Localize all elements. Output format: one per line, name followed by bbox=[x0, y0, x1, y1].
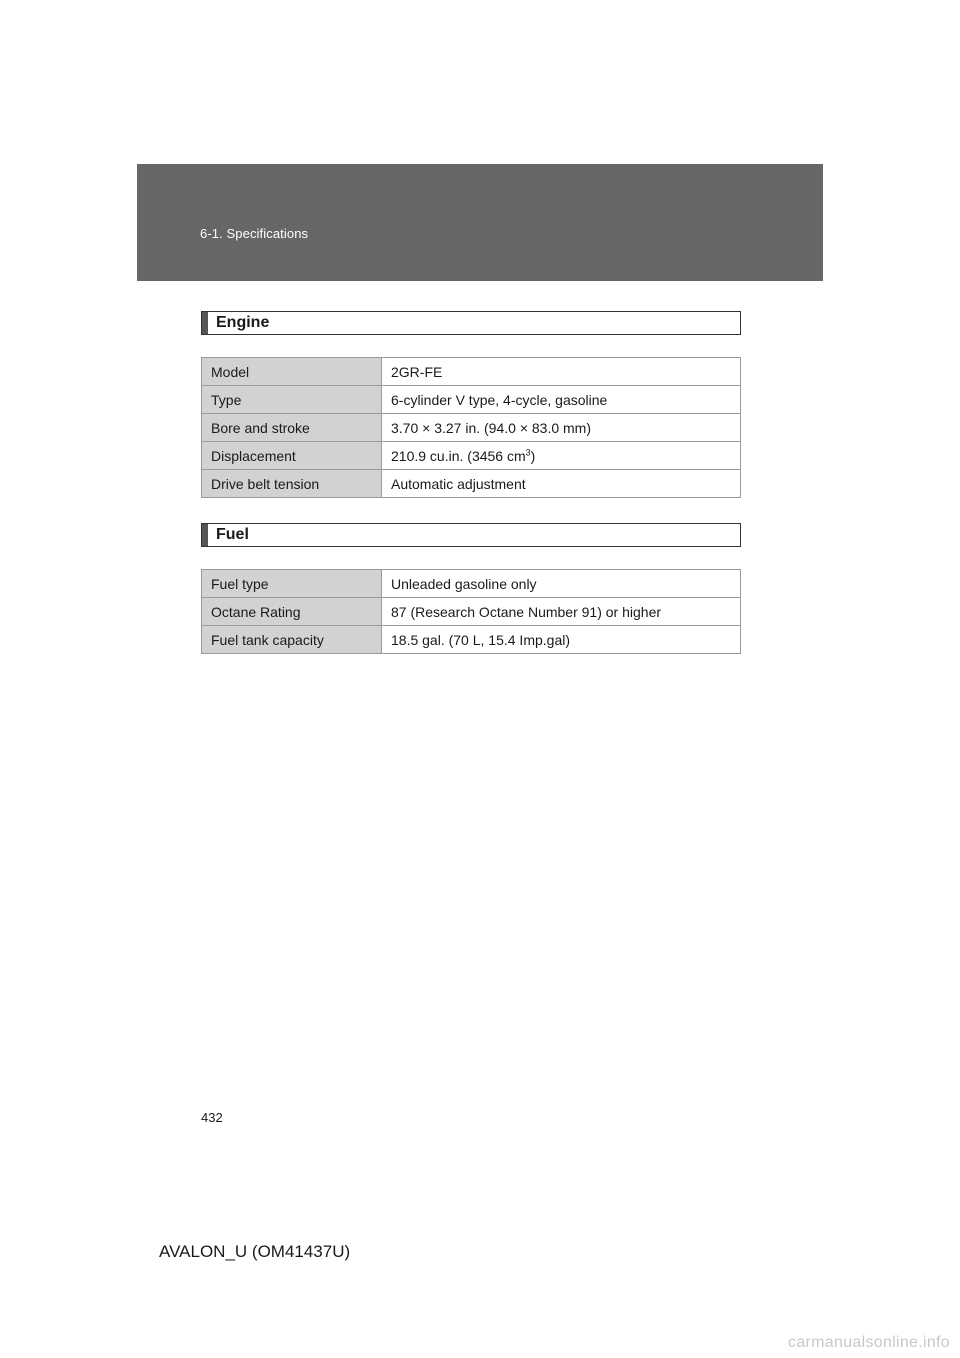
row-value: 3.70 × 3.27 in. (94.0 × 83.0 mm) bbox=[382, 414, 741, 442]
row-label: Fuel type bbox=[202, 570, 382, 598]
engine-spec-table bbox=[201, 357, 741, 498]
row-value: 87 (Research Octane Number 91) or higher bbox=[382, 598, 741, 626]
row-label: Drive belt tension bbox=[202, 470, 382, 498]
engine-section-heading bbox=[201, 311, 741, 335]
fuel-section-heading bbox=[201, 523, 741, 547]
page-number: 432 bbox=[201, 1110, 223, 1125]
table-row bbox=[202, 470, 741, 498]
header-bar bbox=[137, 164, 823, 281]
table-row bbox=[202, 386, 741, 414]
row-value: 6-cylinder V type, 4-cycle, gasoline bbox=[382, 386, 741, 414]
row-label: Type bbox=[202, 386, 382, 414]
row-value: 18.5 gal. (70 L, 15.4 Imp.gal) bbox=[382, 626, 741, 654]
section-label: 6-1. Specifications bbox=[200, 226, 309, 241]
table-row bbox=[202, 598, 741, 626]
footer-model-code: AVALON_U (OM41437U) bbox=[159, 1242, 351, 1261]
row-value: Unleaded gasoline only bbox=[382, 570, 741, 598]
table-row bbox=[202, 626, 741, 654]
value-text: 210.9 cu.in. (3456 cm bbox=[391, 447, 526, 464]
row-value: 2GR-FE bbox=[382, 358, 741, 386]
fuel-spec-table bbox=[201, 569, 741, 654]
table-row bbox=[202, 358, 741, 386]
row-value: Automatic adjustment bbox=[382, 470, 741, 498]
value-text-end: ) bbox=[530, 447, 536, 464]
table-row bbox=[202, 414, 741, 442]
heading-marker bbox=[202, 524, 208, 546]
value-superscript: 3 bbox=[525, 446, 531, 457]
row-label: Displacement bbox=[202, 442, 382, 470]
heading-marker bbox=[202, 312, 208, 334]
row-value bbox=[382, 442, 741, 470]
engine-title: Engine bbox=[216, 314, 270, 331]
watermark: carmanualsonline.info bbox=[788, 1334, 950, 1351]
row-label: Octane Rating bbox=[202, 598, 382, 626]
row-label: Fuel tank capacity bbox=[202, 626, 382, 654]
row-label: Bore and stroke bbox=[202, 414, 382, 442]
fuel-title: Fuel bbox=[216, 526, 249, 543]
table-row bbox=[202, 442, 741, 470]
row-label: Model bbox=[202, 358, 382, 386]
table-row bbox=[202, 570, 741, 598]
